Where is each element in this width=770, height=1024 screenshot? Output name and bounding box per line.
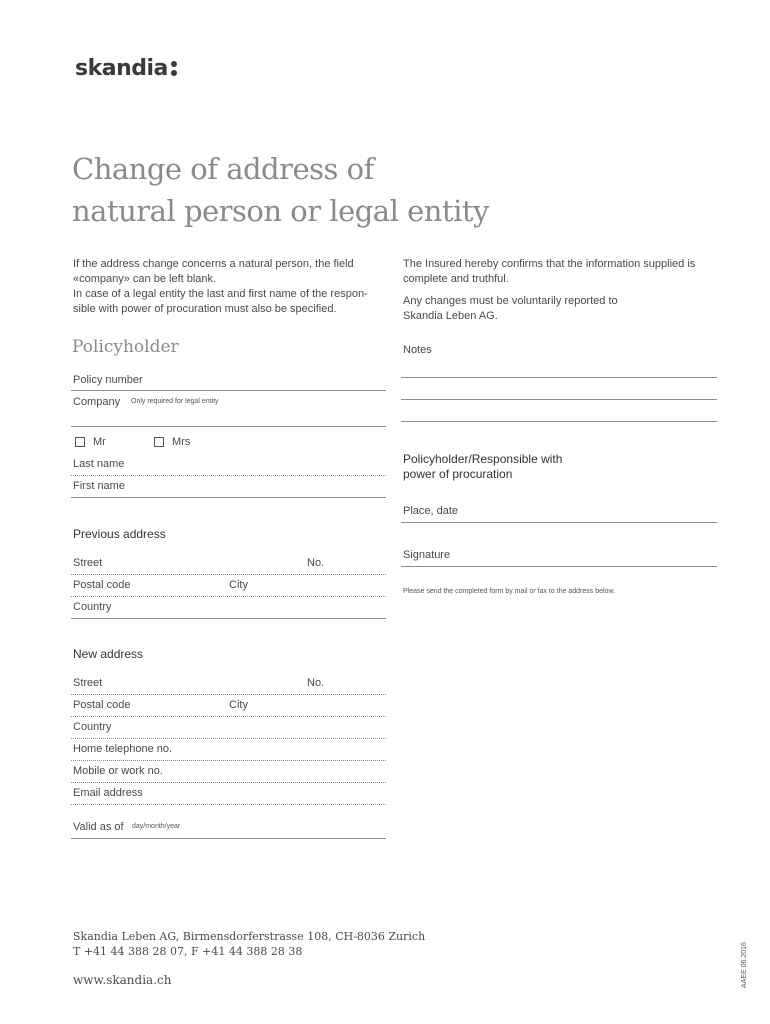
page-title bbox=[72, 148, 489, 232]
responsible-heading-line: Policyholder/Responsible with bbox=[403, 452, 563, 466]
email-field[interactable] bbox=[71, 804, 386, 805]
intro-left bbox=[73, 257, 368, 317]
footer-phone: T +41 44 388 28 07, F +41 44 388 28 38 bbox=[73, 945, 303, 958]
intro-left-line: «company» can be left blank. bbox=[73, 273, 217, 285]
valid-as-of-hint: day/month/year bbox=[132, 823, 181, 830]
valid-as-of-field[interactable] bbox=[71, 838, 386, 839]
new-country-field[interactable] bbox=[71, 738, 386, 739]
footer-address: Skandia Leben AG, Birmensdorferstrasse 108, CH-8036 Zurich bbox=[73, 930, 426, 943]
mrs-checkbox[interactable] bbox=[154, 437, 164, 447]
logo-dots-icon bbox=[171, 61, 177, 76]
prev-city-label: City bbox=[229, 579, 248, 591]
intro-right bbox=[403, 257, 695, 324]
notes-line[interactable] bbox=[401, 421, 717, 422]
new-address-heading: New address bbox=[73, 647, 144, 661]
title-line-1: Change of address of bbox=[72, 152, 374, 186]
notes-line[interactable] bbox=[401, 399, 717, 400]
form-code: AAEE 06.2016 bbox=[741, 942, 748, 988]
mobile-label: Mobile or work no. bbox=[73, 765, 163, 777]
company-label: Company bbox=[73, 396, 121, 408]
company-field[interactable] bbox=[71, 426, 386, 427]
mrs-label: Mrs bbox=[172, 436, 191, 448]
intro-left-line: sible with power of procuration must also be specified. bbox=[73, 303, 337, 315]
brand-name: skandia bbox=[75, 56, 168, 81]
salutation-mr[interactable] bbox=[75, 436, 106, 448]
salutation-mrs[interactable] bbox=[154, 436, 190, 448]
email-label: Email address bbox=[73, 787, 143, 799]
new-no-label: No. bbox=[307, 677, 325, 689]
intro-right-line: Skandia Leben AG. bbox=[403, 310, 498, 322]
policyholder-heading: Policyholder bbox=[72, 337, 179, 357]
intro-left-line: If the address change concerns a natural person, the field bbox=[73, 258, 354, 270]
prev-postal-city-field[interactable] bbox=[71, 596, 386, 597]
title-line-2: natural person or legal entity bbox=[72, 194, 489, 228]
new-street-field[interactable] bbox=[71, 694, 386, 695]
new-postal-city-field[interactable] bbox=[71, 716, 386, 717]
mr-checkbox[interactable] bbox=[75, 437, 85, 447]
intro-right-line: Any changes must be voluntarily reported to bbox=[403, 295, 618, 307]
policy-number-field[interactable] bbox=[71, 390, 386, 391]
notes-line[interactable] bbox=[401, 377, 717, 378]
intro-left-line: In case of a legal entity the last and first name of the respon- bbox=[73, 288, 368, 300]
last-name-field[interactable] bbox=[71, 475, 386, 476]
footer-address-block bbox=[73, 929, 425, 959]
notes-label: Notes bbox=[403, 344, 432, 356]
policy-number-label: Policy number bbox=[73, 374, 143, 386]
skandia-logo bbox=[75, 56, 177, 81]
first-name-label: First name bbox=[73, 480, 125, 492]
prev-country-label: Country bbox=[73, 601, 112, 613]
send-note: Please send the completed form by mail or fax to the address below. bbox=[403, 588, 616, 595]
prev-postal-code-label: Postal code bbox=[73, 579, 131, 591]
footer-website-link[interactable]: www.skandia.ch bbox=[73, 973, 172, 987]
new-city-label: City bbox=[229, 699, 248, 711]
new-country-label: Country bbox=[73, 721, 112, 733]
signature-label: Signature bbox=[403, 549, 451, 561]
intro-right-line: complete and truthful. bbox=[403, 273, 509, 285]
prev-street-field[interactable] bbox=[71, 574, 386, 575]
prev-country-field[interactable] bbox=[71, 618, 386, 619]
place-date-field[interactable] bbox=[401, 522, 717, 523]
place-date-label: Place, date bbox=[403, 505, 459, 517]
first-name-field[interactable] bbox=[71, 497, 386, 498]
mr-label: Mr bbox=[93, 436, 106, 448]
signature-field[interactable] bbox=[401, 566, 717, 567]
home-phone-label: Home telephone no. bbox=[73, 743, 173, 755]
responsible-heading bbox=[403, 452, 562, 482]
new-street-label: Street bbox=[73, 677, 103, 689]
responsible-heading-line: power of procuration bbox=[403, 467, 513, 481]
prev-no-label: No. bbox=[307, 557, 325, 569]
company-note: Only required for legal entity bbox=[131, 398, 219, 405]
prev-street-label: Street bbox=[73, 557, 103, 569]
intro-right-line: The Insured hereby confirms that the information supplied is bbox=[403, 258, 696, 270]
new-postal-code-label: Postal code bbox=[73, 699, 131, 711]
home-phone-field[interactable] bbox=[71, 760, 386, 761]
mobile-field[interactable] bbox=[71, 782, 386, 783]
valid-as-of-label: Valid as of bbox=[73, 821, 124, 833]
last-name-label: Last name bbox=[73, 458, 125, 470]
previous-address-heading: Previous address bbox=[73, 527, 166, 541]
